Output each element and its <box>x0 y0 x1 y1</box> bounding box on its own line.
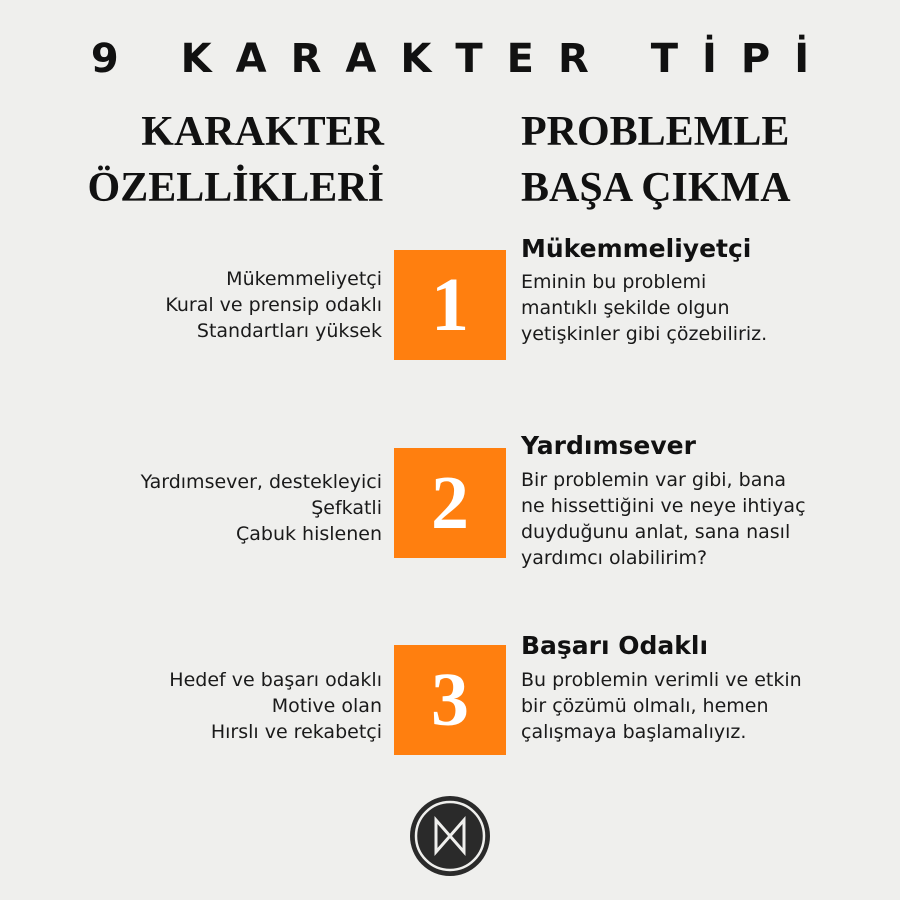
approach-text-1 <box>521 269 767 347</box>
traits-list-2 <box>141 469 382 547</box>
number-badge-1 <box>394 250 506 360</box>
trait-item: Yardımsever, destekleyici <box>140 471 382 493</box>
type-number: 3 <box>431 658 469 742</box>
approach-line: duyduğunu anlat, sana nasıl <box>521 521 791 543</box>
trait-item: Kural ve prensip odaklı <box>165 294 382 316</box>
approach-line: bir çözümü olmalı, hemen <box>521 695 769 717</box>
page-title: 9 KARAKTER TİPİ <box>90 36 834 82</box>
right-header-line: BAŞA ÇIKMA <box>521 165 791 211</box>
approach-text-2 <box>521 467 806 571</box>
type-name-1: Mükemmeliyetçi <box>521 234 752 263</box>
traits-list-3 <box>169 667 382 745</box>
approach-line: mantıklı şekilde olgun <box>521 297 730 319</box>
left-column-header <box>88 104 384 216</box>
n-monogram-circle-icon <box>408 794 492 878</box>
approach-line: Bir problemin var gibi, bana <box>521 469 787 491</box>
approach-line: yetişkinler gibi çözebiliriz. <box>521 323 768 345</box>
type-name-3: Başarı Odaklı <box>521 631 709 660</box>
left-header-line: KARAKTER <box>141 109 384 155</box>
number-badge-2 <box>394 448 506 558</box>
type-number: 2 <box>431 461 469 545</box>
trait-item: Hedef ve başarı odaklı <box>169 669 382 691</box>
type-number: 1 <box>431 263 469 347</box>
approach-line: Bu problemin verimli ve etkin <box>521 669 802 691</box>
approach-line: çalışmaya başlamalıyız. <box>521 721 747 743</box>
trait-item: Hırslı ve rekabetçi <box>210 721 382 743</box>
number-badge-3 <box>394 645 506 755</box>
trait-item: Mükemmeliyetçi <box>226 268 382 290</box>
traits-list-1 <box>165 266 382 344</box>
trait-item: Motive olan <box>271 695 382 717</box>
trait-item: Çabuk hislenen <box>235 523 382 545</box>
right-header-line: PROBLEMLE <box>521 109 790 155</box>
type-name-2: Yardımsever <box>521 431 696 460</box>
approach-line: ne hissettiğini ve neye ihtiyaç <box>521 495 806 517</box>
approach-line: yardımcı olabilirim? <box>521 547 708 569</box>
left-header-line: ÖZELLİKLERİ <box>87 165 384 211</box>
right-column-header <box>521 104 791 216</box>
approach-line: Eminin bu problemi <box>521 271 707 293</box>
trait-item: Standartları yüksek <box>196 320 382 342</box>
approach-text-3 <box>521 667 802 745</box>
trait-item: Şefkatli <box>311 497 382 519</box>
